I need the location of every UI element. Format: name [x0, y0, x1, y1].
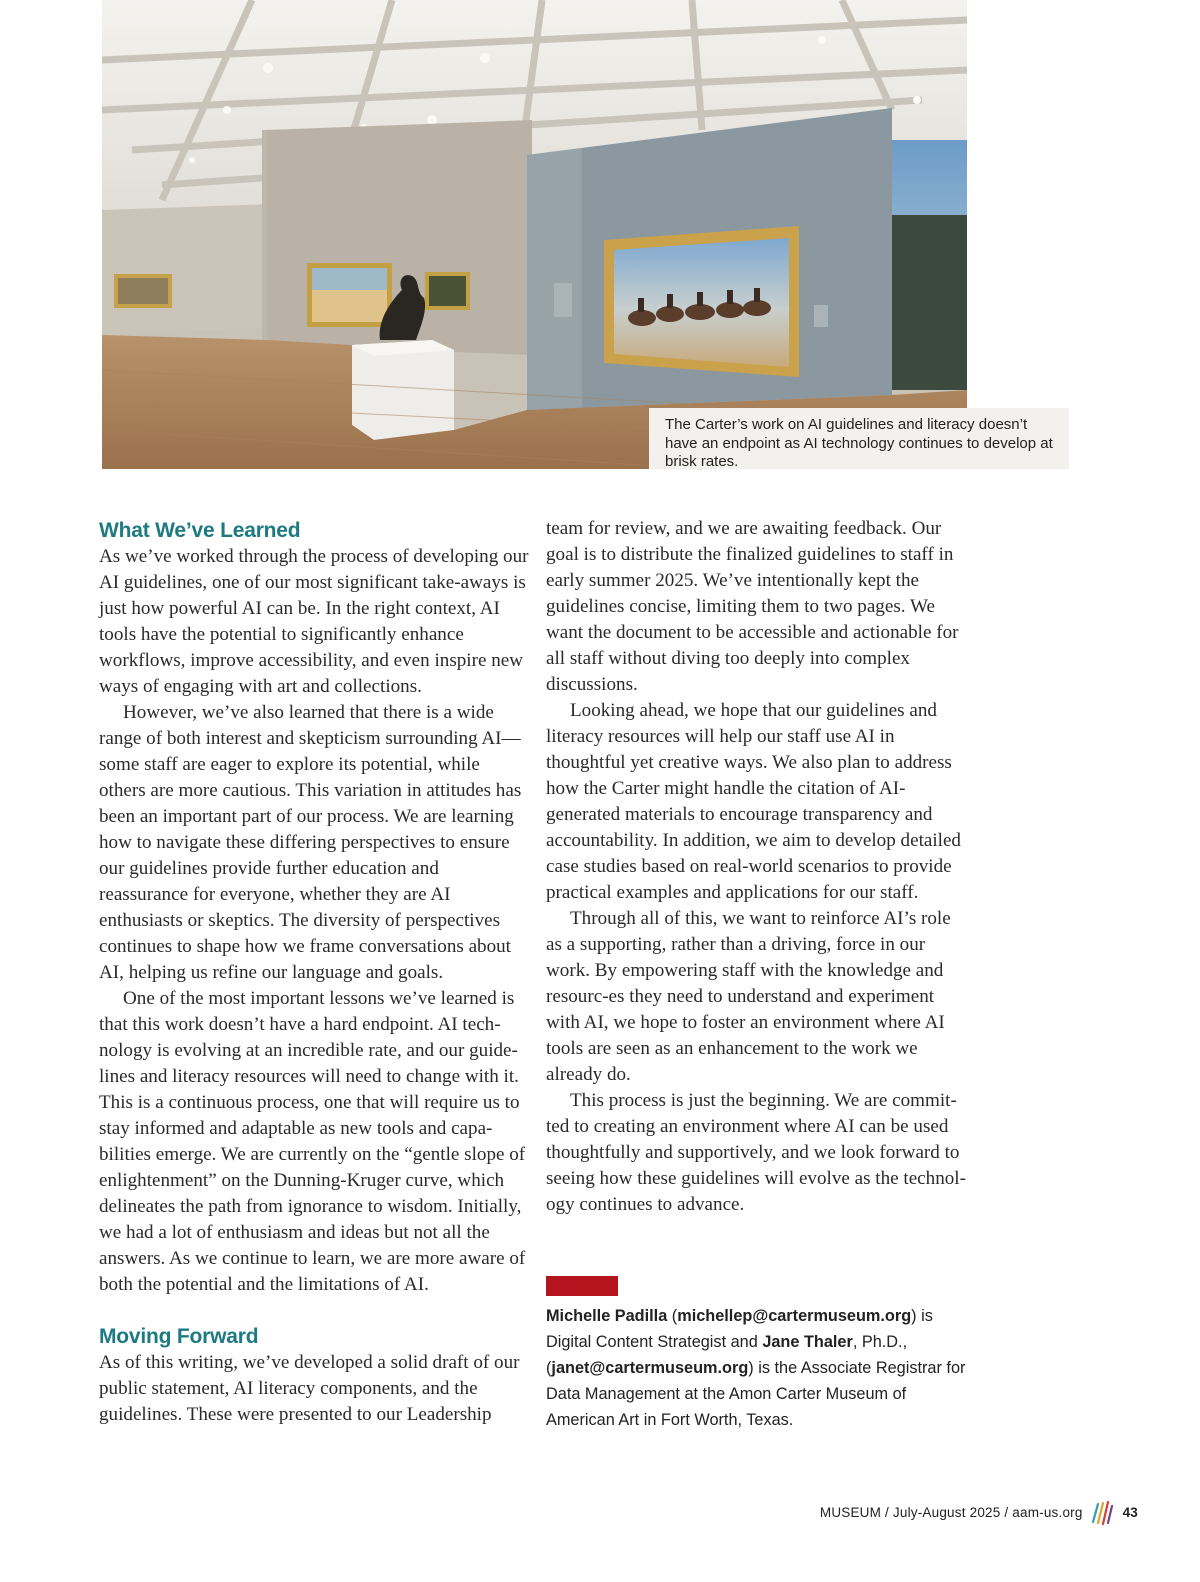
- photo-caption: The Carter’s work on AI guidelines and literacy doesn’t have an endpoint as AI technology continues to develop at brisk rates.: [665, 416, 1053, 470]
- page-number: 43: [1122, 1504, 1138, 1520]
- author-email-link[interactable]: michellep@cartermuseum.org: [677, 1307, 912, 1325]
- bio-text: , Ph.D., (: [546, 1333, 908, 1377]
- bio-text: is Digital Content Strategist and: [546, 1307, 933, 1351]
- section-heading-learned: What We’ve Learned: [99, 519, 301, 542]
- paragraph: Through all of this, we want to reinforce AI’s role as a supporting, rather than a driving, force in our work. By empowering staff with the knowledge and resourc-es they need to understand and experiment with AI, we hope to foster an environment where AI tools are seen as an enhancement to the work we already do.: [546, 908, 951, 1085]
- right-column: [546, 516, 971, 1218]
- author-bio-rule: [546, 1276, 618, 1296]
- bio-text: ) is the Associate Registrar for Data Management at the Amon Carter Museum of American Art in Fort Worth, Texas.: [546, 1359, 966, 1429]
- photo-caption-box: [649, 408, 1069, 469]
- author-name: Jane Thaler: [762, 1333, 853, 1351]
- section-heading-moving-forward: Moving Forward: [99, 1325, 259, 1348]
- gallery-photo: [102, 0, 1053, 470]
- paragraph: team for review, and we are awaiting feedback. Our goal is to distribute the finalized guidelines to staff in early summer 2025. We’ve intentionally kept the guidelines concise, limiting them to two pages. We want the document to be accessible and actionable for all staff without diving too deeply into complex discussions.: [546, 518, 959, 695]
- page-footer: [820, 1500, 1138, 1524]
- aam-stripes-logo-icon: [1089, 1498, 1115, 1526]
- author-name: Michelle Padilla: [546, 1307, 668, 1325]
- paragraph: As of this writing, we’ve developed a solid draft of our public statement, AI literacy components, and the guidelines. These were presented to our Leadership: [99, 1352, 520, 1425]
- author-bio: Michelle Padilla (michellep@cartermuseum.org) is Digital Content Strategist and Jane Thaler, Ph.D., (janet@cartermuseum.org) is the Associate Registrar for Data Management at the Amon Carter Museum of American Art in Fort Worth, Texas.: [546, 1307, 966, 1429]
- footer-publication: MUSEUM / July-August 2025 / aam-us.org: [819, 1504, 1083, 1520]
- paragraph: However, we’ve also learned that there is a wide range of both interest and skepticism surrounding AI—some staff are eager to explore its potential, while others are more cautious. This variation in attitudes has been an important part of our process. We are learning how to navigate these differing perspectives to ensure our guidelines provide further education and reassurance for everyone, whether they are AI enthusiasts or skeptics. The diversity of perspectives continues to shape how we frame conversations about AI, helping us refine our language and goals.: [99, 702, 522, 983]
- gallery-illustration: [102, 0, 967, 469]
- paragraph: Looking ahead, we hope that our guidelines and literacy resources will help our staff use AI in thoughtful yet creative ways. We also plan to address how the Carter might handle the citation of AI-generated materials to encourage transparency and accountability. In addition, we aim to develop detailed case studies based on real-world scenarios to provide practical examples and applications for our staff.: [546, 700, 961, 903]
- left-column: [99, 516, 529, 1428]
- paragraph: As we’ve worked through the process of developing our AI guidelines, one of our most significant take-aways is just how powerful AI can be. In the right context, AI tools have the potential to significantly enhance workflows, improve accessibility, and even inspire new ways of engaging with art and collections.: [99, 546, 529, 697]
- paragraph: One of the most important lessons we’ve learned is that this work doesn’t have a hard endpoint. AI tech-nology is evolving at an incredible rate, and our guide-lines and literacy resources will need to change with it. This is a continuous process, one that will require us to stay informed and adaptable as new tools and capa-bilities emerge. We are currently on the “gentle slope of enlightenment” on the Dunning-Kruger curve, which delineates the path from ignorance to wisdom. Initially, we had a lot of enthusiasm and ideas but not all the answers. As we continue to learn, we are more aware of both the potential and the limitations of AI.: [99, 988, 526, 1295]
- paragraph: This process is just the beginning. We are commit-ted to creating an environment where AI can be used thoughtfully and supportively, and we look forward to seeing how these guidelines will evolve as the technol-ogy continues to advance.: [546, 1090, 966, 1215]
- author-email-link[interactable]: janet@cartermuseum.org: [551, 1359, 749, 1377]
